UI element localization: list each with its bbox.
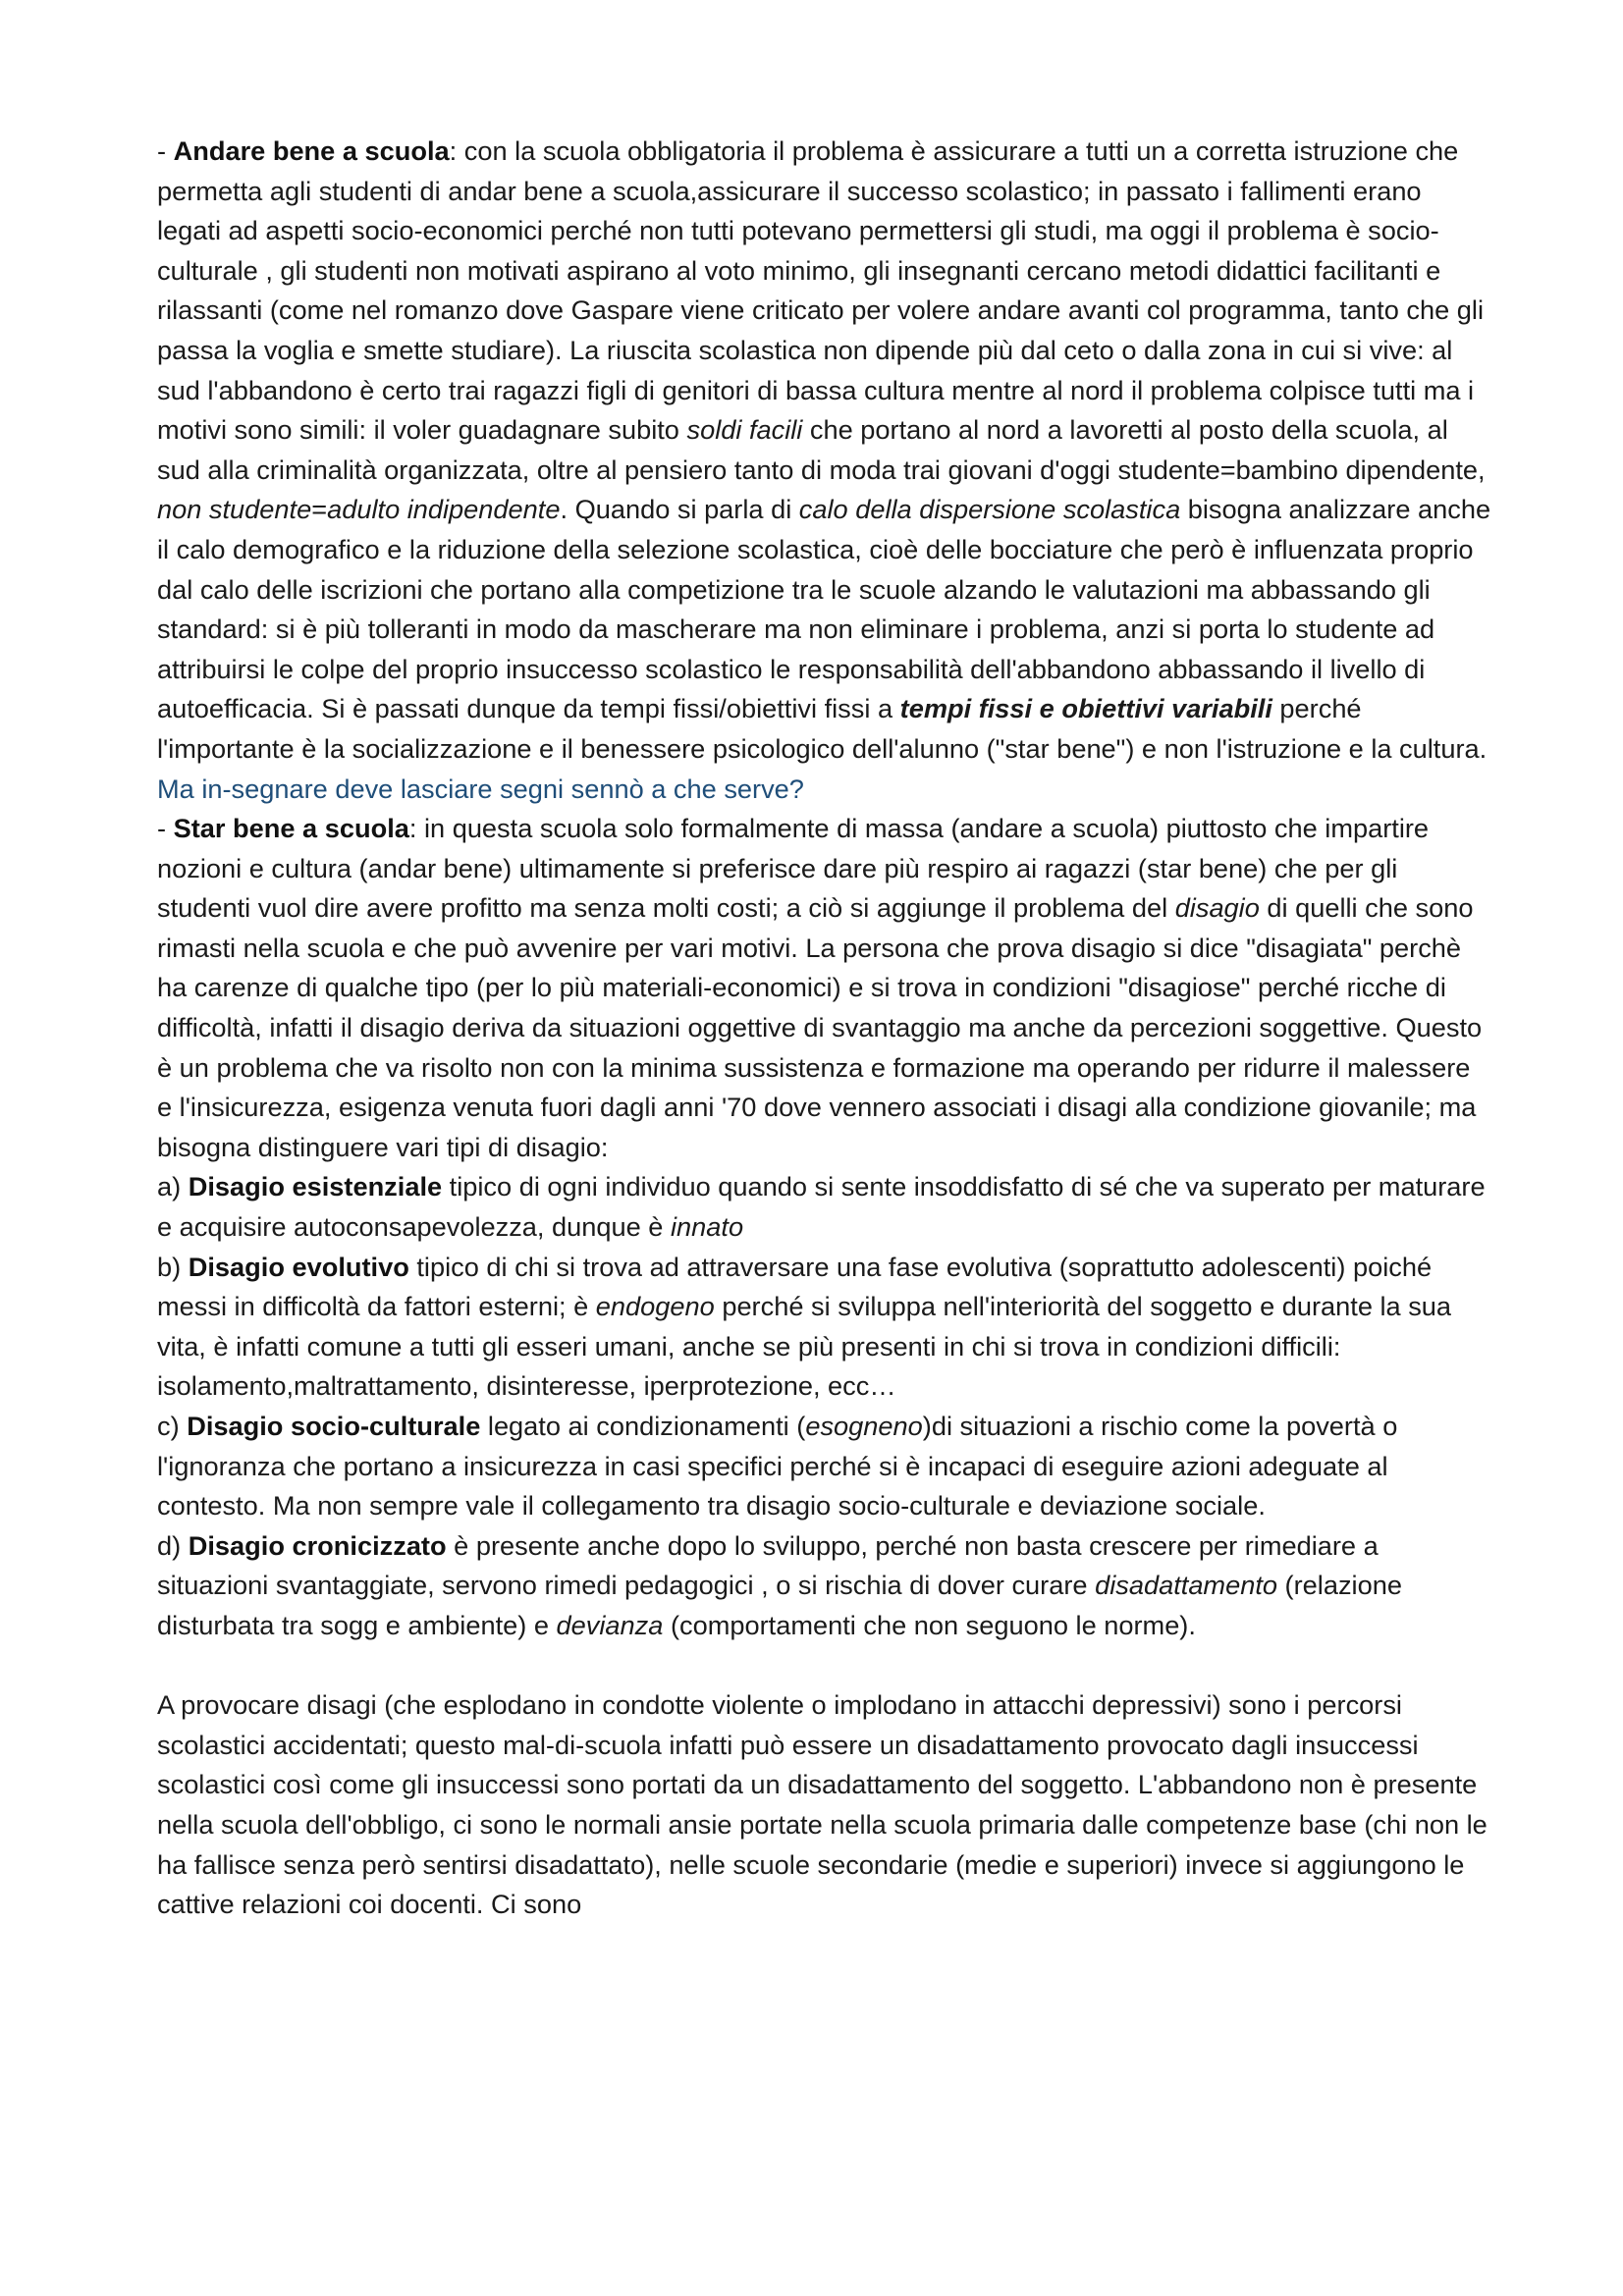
italic-term: devianza — [556, 1609, 664, 1640]
bold-term: Disagio esistenziale — [188, 1171, 443, 1202]
text-run: (comportamenti che non seguono le norme). — [663, 1609, 1196, 1640]
paragraph-star-bene — [157, 809, 1492, 1167]
text-run: è presente anche dopo lo sviluppo, perché non basta crescere per rimediare a situazioni svantaggiate, servono rimedi pedagogici , o si rischia di dover curare — [157, 1529, 1379, 1601]
text-run: che portano al nord a lavoretti al posto della scuola, al sud alla criminalità organizzata, oltre al pensiero tanto di moda trai giovani d'oggi studente=bambino dipendente, — [157, 414, 1486, 485]
bold-term: Disagio socio-culturale — [187, 1411, 481, 1441]
document-page — [157, 132, 1492, 1925]
text-run: di quelli che sono rimasti nella scuola e che può avvenire per vari motivi. La persona che prova disagio si dice "disagiata" perchè ha carenze di qualche tipo (per lo più materiali-economici) e si trova in condizioni "disagiose" perché ricche di difficoltà, infatti il disagio deriva da situazioni oggettive di svantaggio ma anche da percezioni soggettive. Questo è un problema che va risolto non con la minima sussistenza e formazione ma operando per ridurre il malessere e l'insicurezza, esigenza venuta fuori dagli anni '70 dove vennero associati i disagi alla condizione giovanile; ma bisogna distinguere vari tipi di disagio: — [157, 892, 1483, 1162]
list-item-b — [157, 1248, 1492, 1407]
text-run: . Quando si parla di — [560, 494, 799, 525]
italic-term: innato — [670, 1211, 744, 1243]
list-item-c — [157, 1407, 1492, 1526]
colored-comment: Ma in-segnare deve lasciare segni sennò a che serve? — [157, 773, 804, 804]
text-run: d) — [157, 1529, 189, 1561]
text-run: tipico di ogni individuo quando si sente insoddisfatto di sé che va superato per maturare e acquisire autoconsapevolezza, dunque è — [157, 1171, 1486, 1243]
italic-term: calo della dispersione scolastica — [798, 494, 1181, 525]
bold-term: Disagio evolutivo — [188, 1251, 409, 1282]
text-run: legato ai condizionamenti ( — [480, 1411, 806, 1441]
paragraph-disagi — [157, 1685, 1492, 1925]
text-run: (relazione disturbata tra sogg e ambiente) e — [157, 1570, 1402, 1640]
text-run: A provocare disagi (che esplodano in condotte violente o implodano in attacchi depressivi) sono i percorsi scolastici accidentati; questo mal-di-scuola infatti può essere un disadattamento provocato dagli insuccessi scolastici così come gli insuccessi sono portati da un disadattamento del soggetto. L'abbandono non è presente nella scuola dell'obbligo, ci sono le normali ansie portate nella scuola primaria dalle competenze base (chi non le ha fallisce senza però sentirsi disadattato), nelle scuole secondarie (medie e superiori) invece si aggiungono le cattive relazioni coi docenti. Ci sono — [157, 1689, 1488, 1920]
bold-italic-term: tempi fissi e obiettivi variabili — [899, 693, 1272, 724]
text-run: bisogna analizzare anche il calo demografico e la riduzione della selezione scolastica, cioè delle bocciature che però è influenzata proprio dal calo delle iscrizioni che portano alla competizione tra le scuole alzando le valutazioni ma abbassando gli standard: si è più tolleranti in modo da mascherare ma non eliminare i problema, anzi si porta lo studente ad attribuirsi le colpe del proprio insuccesso scolastico le responsabilità dell'abbandono abbassando il livello di autoefficacia. Si è passati dunque da tempi fissi/obiettivi fissi a — [157, 494, 1491, 724]
list-item-d — [157, 1526, 1492, 1646]
text-run: perché si sviluppa nell'interiorità del soggetto e durante la sua vita, è infatti comune a tutti gli esseri umani, anche se più presenti in chi si trova in condizioni difficili: isolamento,maltrattamento, disinteresse, iperprotezione, ecc… — [157, 1291, 1452, 1402]
italic-term: esogneno — [805, 1411, 923, 1441]
text-run: c) — [157, 1411, 188, 1441]
paragraph-andare-bene — [157, 132, 1492, 809]
italic-term: disadattamento — [1095, 1570, 1277, 1601]
list-item-a — [157, 1167, 1492, 1247]
text-run: a) — [157, 1171, 189, 1202]
bold-heading-andare-bene: Andare bene a scuola — [173, 135, 450, 166]
paragraph-spacer — [157, 1646, 1492, 1686]
text-run: : in questa scuola solo formalmente di massa (andare a scuola) piuttosto che impartire nozioni e cultura (andar bene) ultimamente si preferisce dare più respiro ai ragazzi (star bene) che per gli studenti vuol dire avere profitto ma senza molti costi; a ciò si aggiunge il problema del — [157, 813, 1430, 924]
bold-heading-star-bene: Star bene a scuola — [173, 813, 409, 844]
italic-term: non studente — [157, 494, 312, 525]
text-run: - — [157, 135, 174, 166]
italic-term: adulto indipendente — [327, 494, 561, 525]
italic-term: soldi facili — [686, 414, 803, 446]
italic-term: endogeno — [595, 1291, 715, 1322]
text-run: = — [311, 494, 328, 525]
text-run: b) — [157, 1251, 189, 1282]
italic-term: disagio — [1174, 892, 1260, 924]
text-run: : con la scuola obbligatoria il problema è assicurare a tutti un a corretta istruzione che permetta agli studenti di andar bene a scuola,assicurare il successo scolastico; in passato i fallimenti erano legati ad aspetti socio-economici perché non tutti potevano permettersi gli studi, ma oggi il problema è socio-culturale , gli studenti non motivati aspirano al voto minimo, gli insegnanti cercano metodi didattici facilitanti e rilassanti (come nel romanzo dove Gaspare viene criticato per volere andare avanti col programma, tanto che gli passa la voglia e smette studiare). La riuscita scolastica non dipende più dal ceto o dalla zona in cui si vive: al sud l'abbandono è certo trai ragazzi figli di genitori di bassa cultura mentre al nord il problema colpisce tutti ma i motivi sono simili: il voler guadagnare subito — [157, 135, 1484, 446]
text-run: perché l'importante è la socializzazione e il benessere psicologico dell'alunno ("star bene") e non l'istruzione e la cultura. — [157, 693, 1488, 764]
text-run: )di situazioni a rischio come la povertà o l'ignoranza che portano a insicurezza in casi specifici perché si è incapaci di eseguire azioni adeguate al contesto. Ma non sempre vale il collegamento tra disagio socio-culturale e deviazione sociale. — [157, 1411, 1398, 1522]
bold-term: Disagio cronicizzato — [188, 1529, 447, 1561]
text-run: - — [157, 813, 174, 844]
text-run: tipico di chi si trova ad attraversare una fase evolutiva (soprattutto adolescenti) poiché messi in difficoltà da fattori esterni; è — [157, 1251, 1433, 1322]
